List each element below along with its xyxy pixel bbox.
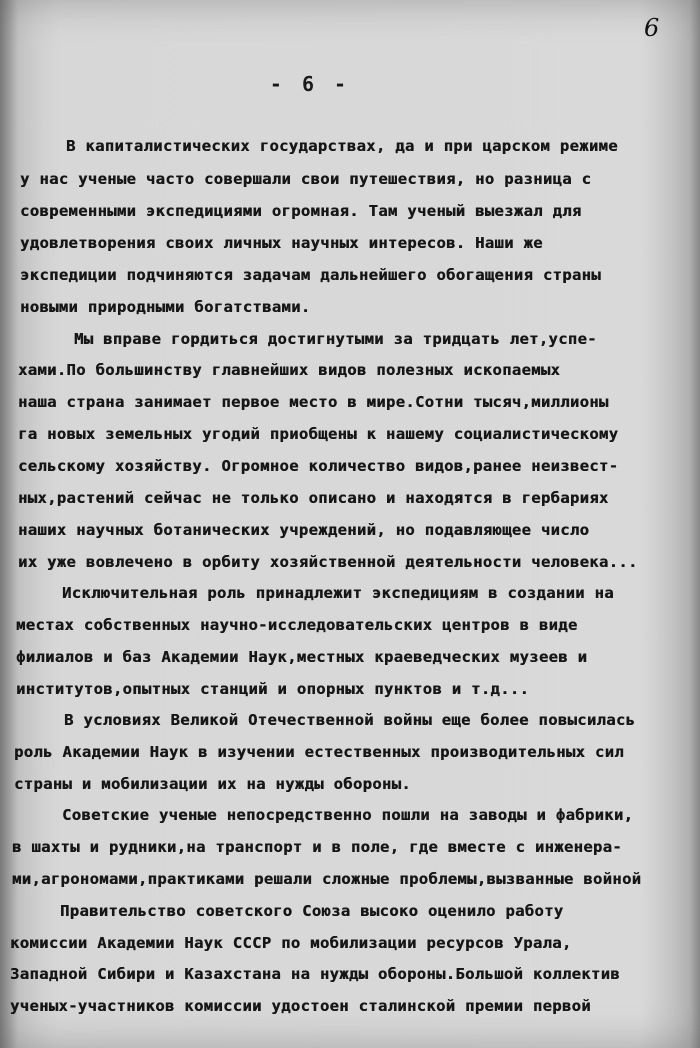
text-line: в шахты и рудники,на транспорт и в поле, где вместе с инженера- bbox=[12, 838, 622, 856]
text-line: филиалов и баз Академии Наук,местных краеведческих музеев и bbox=[16, 648, 588, 666]
text-line: комиссии Академии Наук СССР по мобилизации ресурсов Урала, bbox=[10, 934, 572, 952]
text-line: наша страна занимает первое место в мире.Сотни тысяч,миллионы bbox=[18, 393, 609, 411]
text-line: В капиталистических государствах, да и при царском режиме bbox=[66, 137, 618, 155]
text-line: институтов,опытных станций и опорных пунктов и т.д... bbox=[16, 680, 530, 698]
text-line: Западной Сибири и Казахстана на нужды обороны.Большой коллектив bbox=[10, 965, 620, 983]
text-line: местах собственных научно-исследовательских центров в виде bbox=[16, 616, 578, 634]
text-line: страны и мобилизации их на нужды обороны. bbox=[14, 775, 411, 793]
text-line: новыми природными богатствами. bbox=[20, 298, 311, 316]
text-line: Мы вправе гордиться достигнутыми за тридцать лет,успе- bbox=[74, 330, 597, 348]
text-line: Исключительная роль принадлежит экспедициям в создании на bbox=[62, 584, 614, 602]
page-number: - 6 - bbox=[269, 72, 351, 96]
handwritten-page-number: 6 bbox=[644, 14, 660, 42]
text-line: хами.По большинству главнейших видов полезных ископаемых bbox=[18, 361, 561, 379]
text-line: В условиях Великой Отечественной войны еще более повысилась bbox=[64, 711, 636, 729]
text-line: их уже вовлечено в орбиту хозяйственной деятельности человека... bbox=[18, 553, 638, 571]
text-line: га новых земельных угодий приобщены к нашему социалистическому bbox=[18, 425, 619, 443]
text-line: современными экспедициями огромная. Там ученый выезжал для bbox=[20, 202, 582, 220]
text-line: ных,растений сейчас не только описано и находятся в гербариях bbox=[18, 489, 609, 507]
text-line: наших научных ботанических учреждений, но подавляющее число bbox=[18, 521, 590, 539]
text-line: ученых-участников комиссии удостоен сталинской премии первой bbox=[10, 997, 591, 1015]
text-line: Советские ученые непосредственно пошли на заводы и фабрики, bbox=[62, 806, 634, 824]
text-line: у нас ученые часто совершали свои путешествия, но разница с bbox=[20, 170, 592, 188]
text-line: Правительство советского Союза высоко оценило работу bbox=[60, 902, 564, 920]
text-line: сельскому хозяйству. Огромное количество видов,ранее неизвест- bbox=[18, 457, 619, 475]
text-line: удовлетворения своих личных научных интересов. Наши же bbox=[20, 234, 543, 252]
text-line: роль Академии Наук в изучении естественных производительных сил bbox=[14, 743, 624, 761]
text-line: ми,агрономами,практиками решали сложные проблемы,вызванные войной bbox=[12, 870, 642, 888]
text-line: экспедиции подчиняются задачам дальнейшего обогащения страны bbox=[20, 266, 601, 284]
